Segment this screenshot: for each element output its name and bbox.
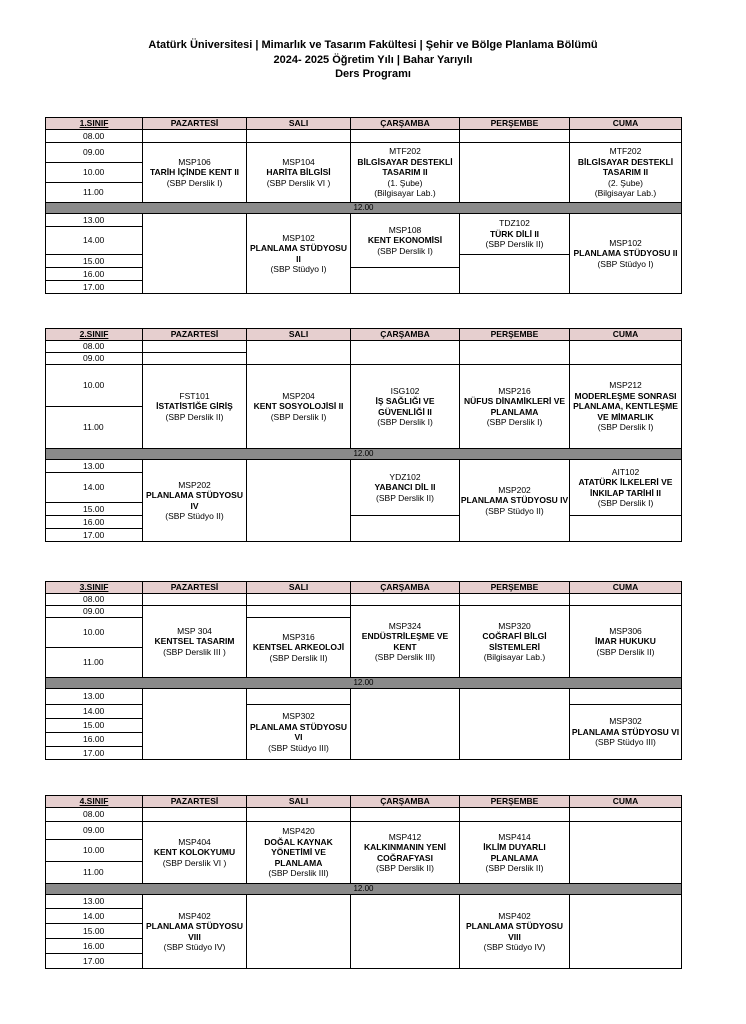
course-cell: MSP108 KENT EKONOMİSİ (SBP Derslik I): [351, 214, 460, 268]
time-cell: 09.00: [46, 353, 143, 365]
lunch-break-row: 12.00: [46, 678, 682, 689]
class-label: 2.SINIF: [46, 329, 143, 341]
time-cell: 08.00: [46, 341, 143, 353]
time-cell: 17.00: [46, 954, 143, 969]
course-cell: MSP216 NÜFUS DİNAMİKLERİ VE PLANLAMA (SBP Derslik I): [460, 365, 570, 449]
time-cell: 10.00: [46, 618, 143, 648]
day-header-wednesday: ÇARŞAMBA: [351, 796, 460, 808]
course-cell: YDZ102 YABANCI DİL II (SBP Derslik II): [351, 460, 460, 516]
course-cell: MSP324 ENDÜSTRİLEŞME VE KENT (SBP Derslik III): [351, 606, 460, 678]
schedule-table-year-2: [45, 328, 682, 542]
day-header-wednesday: ÇARŞAMBA: [351, 582, 460, 594]
time-cell: 15.00: [46, 924, 143, 939]
time-cell: 10.00: [46, 163, 143, 183]
time-cell: 16.00: [46, 733, 143, 747]
schedule-table-year-4: [45, 795, 682, 969]
lunch-break-row: 12.00: [46, 449, 682, 460]
day-header-thursday: PERŞEMBE: [460, 582, 570, 594]
time-cell: 11.00: [46, 862, 143, 884]
time-cell: 09.00: [46, 143, 143, 163]
course-cell: MSP102 PLANLAMA STÜDYOSU II (SBP Stüdyo I): [247, 214, 351, 294]
day-header-thursday: PERŞEMBE: [460, 118, 570, 130]
day-header-friday: CUMA: [570, 582, 682, 594]
time-cell: 11.00: [46, 648, 143, 678]
schedule-table-year-1: [45, 117, 682, 294]
lunch-break-row: 12.00: [46, 203, 682, 214]
day-header-monday: PAZARTESİ: [143, 118, 247, 130]
course-cell: MSP404 KENT KOLOKYUMU (SBP Derslik VI ): [143, 822, 247, 884]
course-cell: MSP414 İKLİM DUYARLI PLANLAMA (SBP Derslik II): [460, 822, 570, 884]
course-cell: MSP212 MODERLEŞME SONRASI PLANLAMA, KENTLEŞME VE MİMARLIK (SBP Derslik I): [570, 365, 682, 449]
time-cell: 11.00: [46, 183, 143, 203]
day-header-tuesday: SALI: [247, 582, 351, 594]
course-cell: MSP420 DOĞAL KAYNAK YÖNETİMİ VE PLANLAMA (SBP Derslik III): [247, 822, 351, 884]
time-cell: 16.00: [46, 939, 143, 954]
lunch-break-row: 12.00: [46, 884, 682, 895]
day-header-friday: CUMA: [570, 329, 682, 341]
course-cell: MSP202 PLANLAMA STÜDYOSU IV (SBP Stüdyo II): [460, 460, 570, 542]
time-cell: 08.00: [46, 808, 143, 822]
day-header-tuesday: SALI: [247, 796, 351, 808]
course-cell: MSP 304 KENTSEL TASARIM (SBP Derslik III ): [143, 606, 247, 678]
time-cell: 16.00: [46, 516, 143, 529]
day-header-tuesday: SALI: [247, 118, 351, 130]
day-header-wednesday: ÇARŞAMBA: [351, 329, 460, 341]
time-cell: 09.00: [46, 822, 143, 840]
course-cell: MSP106 TARİH İÇİNDE KENT II (SBP Derslik I): [143, 143, 247, 203]
time-cell: 10.00: [46, 365, 143, 407]
time-cell: 15.00: [46, 719, 143, 733]
course-cell: MTF202 BİLGİSAYAR DESTEKLİ TASARIM II (2. Şube) (Bilgisayar Lab.): [570, 143, 682, 203]
table-header-row: [46, 582, 682, 594]
course-cell: MSP204 KENT SOSYOLOJİSİ II (SBP Derslik I): [247, 365, 351, 449]
time-cell: 13.00: [46, 895, 143, 909]
course-cell: MSP202 PLANLAMA STÜDYOSU IV (SBP Stüdyo II): [143, 460, 247, 542]
course-cell: MTF202 BİLGİSAYAR DESTEKLİ TASARIM II (1. Şube) (Bilgisayar Lab.): [351, 143, 460, 203]
schedule-table-year-3: [45, 581, 682, 760]
class-label: 1.SINIF: [46, 118, 143, 130]
course-cell: MSP302 PLANLAMA STÜDYOSU VI (SBP Stüdyo III): [247, 705, 351, 760]
day-header-monday: PAZARTESİ: [143, 329, 247, 341]
course-cell: MSP104 HARİTA BİLGİSİ (SBP Derslik VI ): [247, 143, 351, 203]
day-header-wednesday: ÇARŞAMBA: [351, 118, 460, 130]
time-cell: 15.00: [46, 503, 143, 516]
time-cell: 13.00: [46, 689, 143, 705]
header-line-3: Ders Programı: [335, 68, 411, 80]
time-cell: 11.00: [46, 407, 143, 449]
time-cell: 09.00: [46, 606, 143, 618]
table-header-row: [46, 118, 682, 130]
document-header: [0, 38, 746, 82]
time-cell: 13.00: [46, 460, 143, 473]
header-line-2: 2024- 2025 Öğretim Yılı | Bahar Yarıyılı: [273, 53, 473, 66]
class-label: 3.SINIF: [46, 582, 143, 594]
time-cell: 16.00: [46, 268, 143, 281]
header-line-1: Atatürk Üniversitesi | Mimarlık ve Tasarım Fakültesi | Şehir ve Bölge Planlama Bölümü: [148, 39, 598, 51]
course-cell: MSP102 PLANLAMA STÜDYOSU II (SBP Stüdyo I): [570, 214, 682, 294]
class-label: 4.SINIF: [46, 796, 143, 808]
day-header-friday: CUMA: [570, 118, 682, 130]
course-cell: AIT102 ATATÜRK İLKELERİ VE İNKILAP TARİHİ II (SBP Derslik I): [570, 460, 682, 516]
course-cell: TDZ102 TÜRK DİLİ II (SBP Derslik II): [460, 214, 570, 255]
course-cell: MSP412 KALKINMANIN YENİ COĞRAFYASI (SBP Derslik II): [351, 822, 460, 884]
time-cell: 15.00: [46, 255, 143, 268]
day-header-monday: PAZARTESİ: [143, 796, 247, 808]
time-cell: 10.00: [46, 840, 143, 862]
time-cell: 17.00: [46, 529, 143, 542]
time-cell: 14.00: [46, 909, 143, 924]
day-header-friday: CUMA: [570, 796, 682, 808]
table-header-row: [46, 796, 682, 808]
time-cell: 08.00: [46, 594, 143, 606]
time-cell: 17.00: [46, 747, 143, 760]
day-header-thursday: PERŞEMBE: [460, 329, 570, 341]
course-cell: MSP402 PLANLAMA STÜDYOSU VIII (SBP Stüdyo IV): [460, 895, 570, 969]
course-cell: MSP302 PLANLAMA STÜDYOSU VI (SBP Stüdyo III): [570, 705, 682, 760]
day-header-thursday: PERŞEMBE: [460, 796, 570, 808]
time-cell: 14.00: [46, 473, 143, 503]
course-cell: MSP402 PLANLAMA STÜDYOSU VIII (SBP Stüdyo IV): [143, 895, 247, 969]
time-cell: 14.00: [46, 227, 143, 255]
time-cell: 17.00: [46, 281, 143, 294]
time-cell: 08.00: [46, 130, 143, 143]
day-header-monday: PAZARTESİ: [143, 582, 247, 594]
day-header-tuesday: SALI: [247, 329, 351, 341]
course-cell: FST101 İSTATİSTİĞE GİRİŞ (SBP Derslik II): [143, 365, 247, 449]
course-cell: ISG102 İŞ SAĞLIĞI VE GÜVENLİĞİ II (SBP Derslik I): [351, 365, 460, 449]
time-cell: 13.00: [46, 214, 143, 227]
course-cell: MSP306 İMAR HUKUKU (SBP Derslik II): [570, 606, 682, 678]
time-cell: 14.00: [46, 705, 143, 719]
course-cell: MSP320 COĞRAFİ BİLGİ SİSTEMLERİ (Bilgisayar Lab.): [460, 606, 570, 678]
table-header-row: [46, 329, 682, 341]
course-cell: MSP316 KENTSEL ARKEOLOJİ (SBP Derslik II): [247, 618, 351, 678]
